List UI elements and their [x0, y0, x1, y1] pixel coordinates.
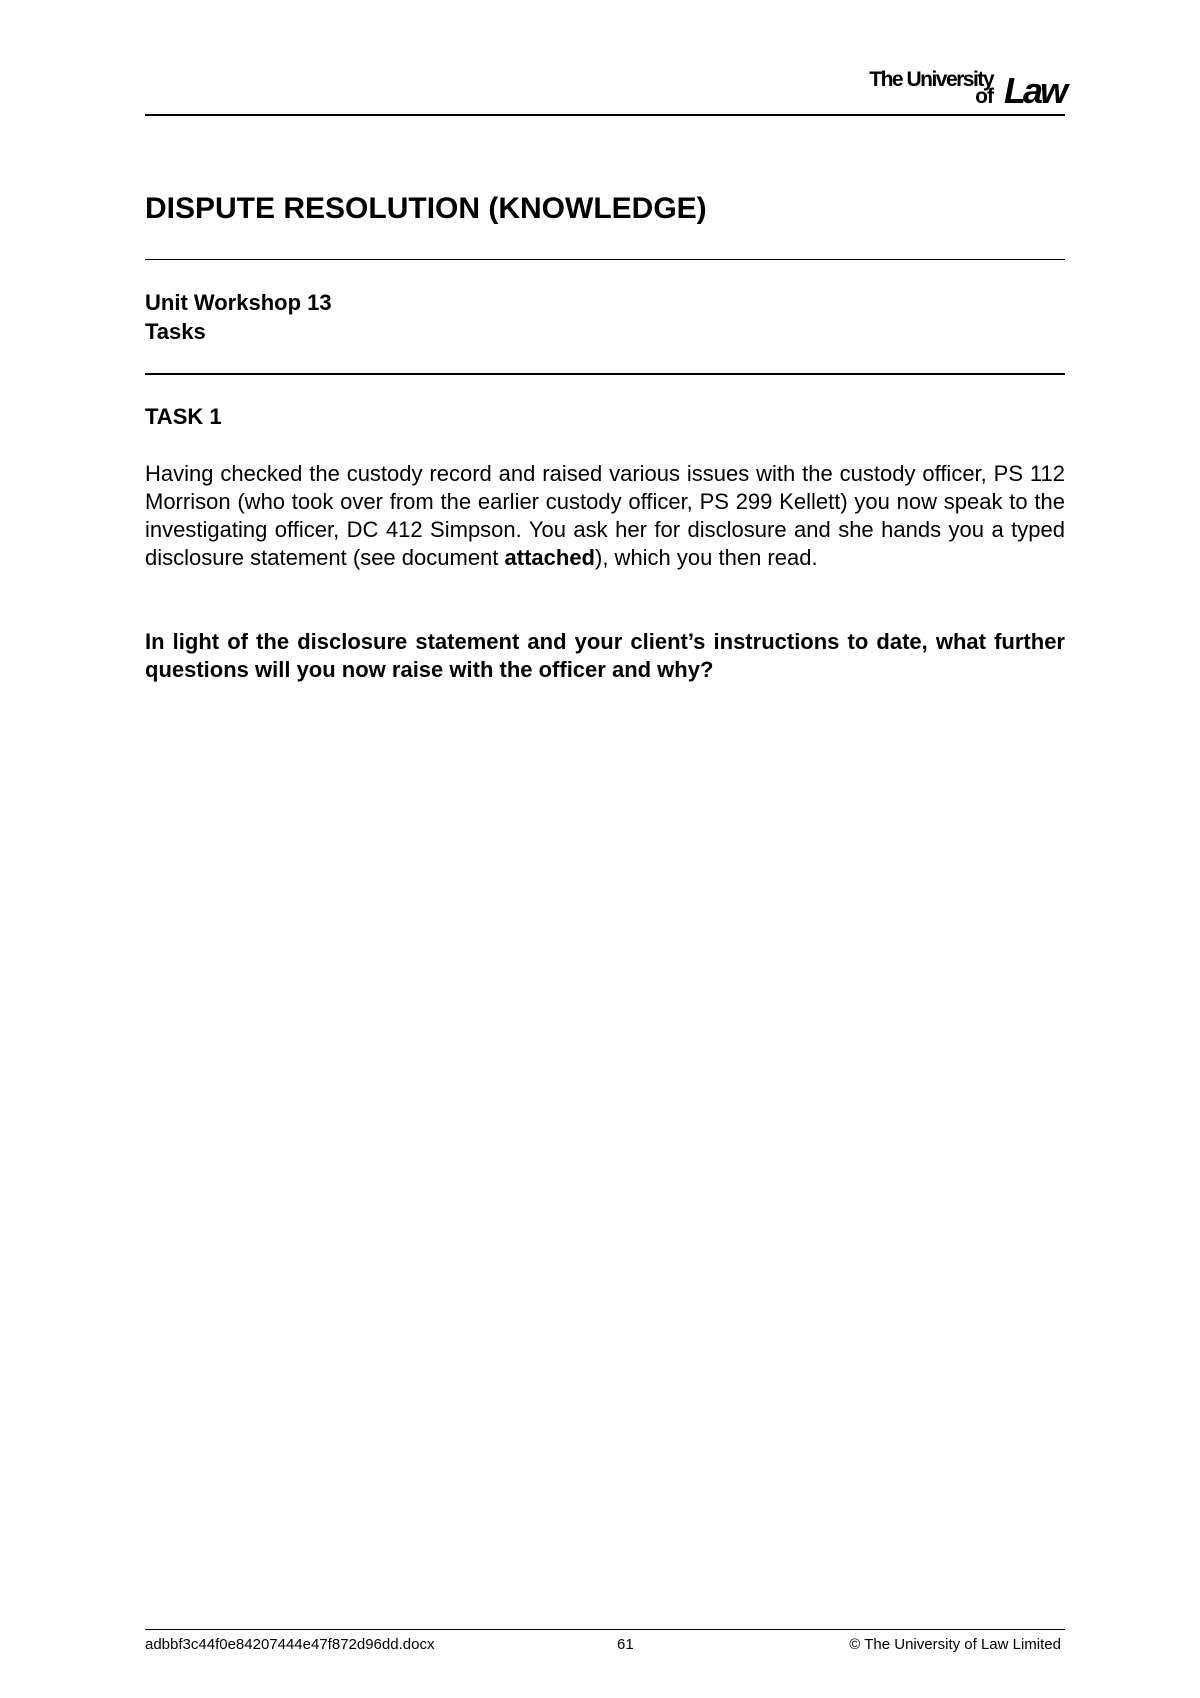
- logo-text-the-university: The University: [869, 68, 993, 91]
- task-paragraph: [145, 460, 1065, 572]
- page-footer: [145, 1636, 1065, 1658]
- footer-divider: [145, 1629, 1065, 1630]
- unit-heading: [145, 288, 332, 346]
- footer-copyright: © The University of Law Limited: [849, 1636, 1061, 1653]
- task-paragraph-text: Having checked the custody record and raised various issues with the custody officer, PS 112 Morrison (who took over from the earlier custody officer, PS 299 Kellett) you now speak to the investigating officer, DC 412 Simpson. You ask her for disclosure and she hands you a typed disclosure statement (see document: [145, 461, 1065, 570]
- logo-text-law: Law: [1003, 70, 1065, 111]
- footer-page-number: 61: [617, 1636, 634, 1653]
- task-paragraph-end: ), which you then read.: [595, 545, 818, 570]
- task-question: In light of the disclosure statement and your client’s instructions to date, what further questions will you now raise with the officer and why?: [145, 629, 1065, 682]
- section-divider: [145, 373, 1065, 375]
- task-heading: TASK 1: [145, 404, 222, 429]
- page-title: DISPUTE RESOLUTION (KNOWLEDGE): [145, 192, 707, 225]
- unit-workshop-label: Unit Workshop 13: [145, 290, 332, 315]
- attached-emphasis: attached: [504, 545, 595, 570]
- footer-filename: adbbf3c44f0e84207444e47f872d96dd.docx: [145, 1636, 435, 1653]
- title-divider: [145, 259, 1065, 260]
- university-of-law-logo: [855, 66, 1065, 111]
- logo-text-of: of: [975, 85, 993, 108]
- header-divider: [145, 114, 1065, 116]
- tasks-label: Tasks: [145, 319, 206, 344]
